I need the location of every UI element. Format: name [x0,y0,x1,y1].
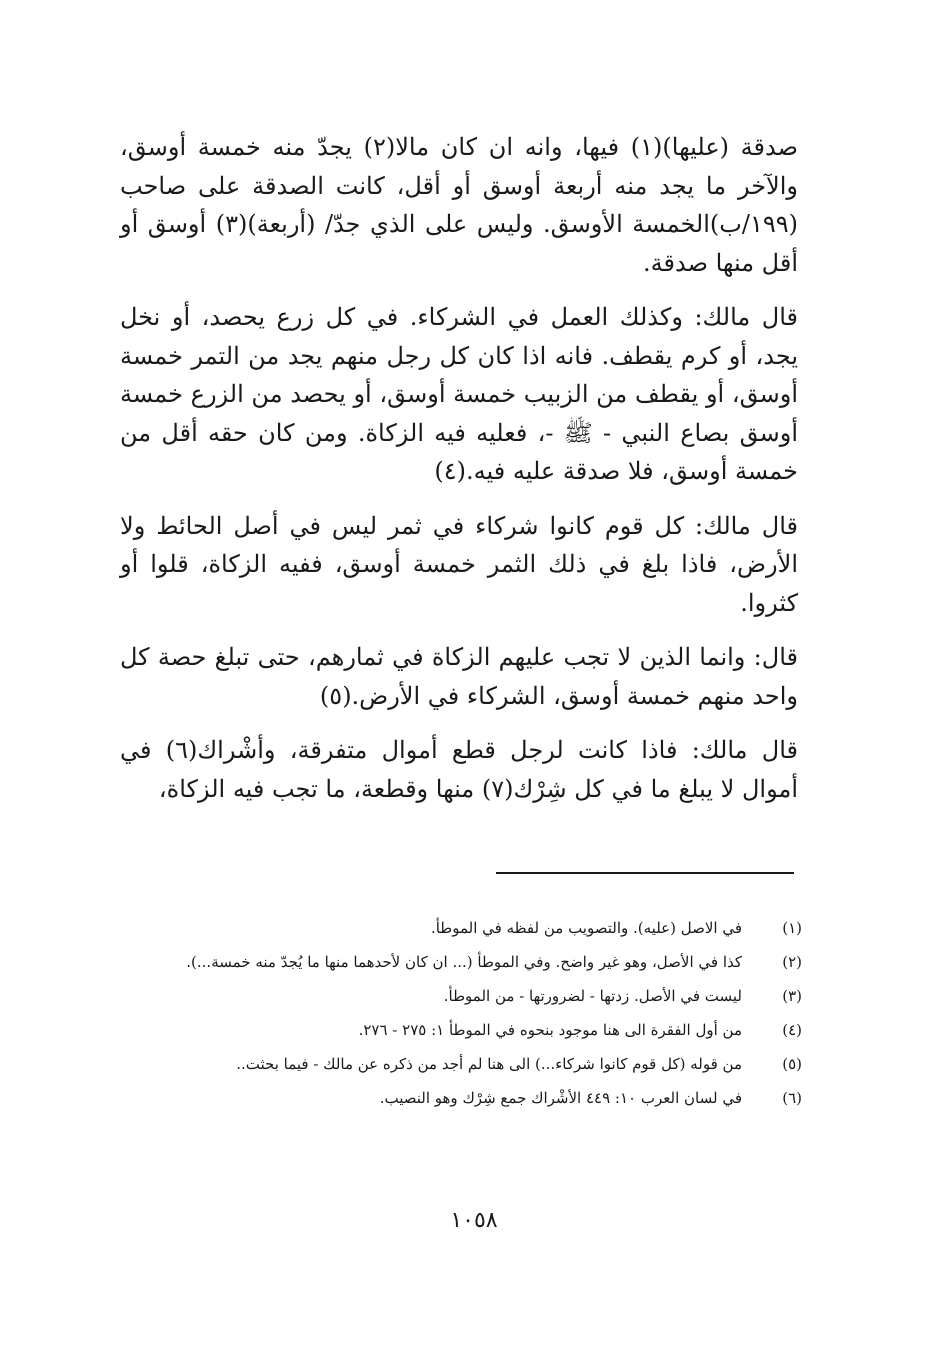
footnote-text: ليست في الأصل. زدتها - لضرورتها - من الموطأ. [443,987,742,1005]
paragraph: قال مالك: كل قوم كانوا شركاء في ثمر ليس في أصل الحائط ولا الأرض، فاذا بلغ في ذلك الثمر خمسة أوسق، ففيه الزكاة، قلوا أو كثروا. [120,511,798,617]
footnotes [120,916,802,1120]
footnote-number: (٤) [782,1021,802,1039]
footnote-text: في الاصل (عليه). والتصويب من لفظه في الموطأ. [430,919,742,937]
footnote-number: (٣) [782,987,802,1005]
footnote-number: (٦) [782,1089,802,1107]
footnote [120,916,802,941]
paragraph: قال مالك: وكذلك العمل في الشركاء. في كل زرع يحصد، أو نخل يجد، أو كرم يقطف. فانه اذا كان كل رجل منهم يجد من التمر خمسة أوسق، أو يقطف من الزبيب خمسة أوسق، أو يحصد من الزرع خمسة أوسق بصاع النبي - ﷺ -، فعليه فيه الزكاة. ومن كان حقه أقل من خمسة أوسق، فلا صدقة عليه فيه.(٤) [120,303,799,485]
footnote-separator [496,872,794,874]
footnote-number: (٥) [782,1055,802,1073]
page-number: ١٠٥٨ [450,1208,498,1233]
footnote [120,950,802,975]
footnote-number: (١) [782,919,802,937]
footnote [120,984,802,1009]
paragraph: قال مالك: فاذا كانت لرجل قطع أموال متفرقة، وأشْراك(٦) في أموال لا يبلغ ما في كل شِرْك(٧) منها وقطعة، ما تجب فيه الزكاة، [120,736,799,803]
paragraph: صدقة (عليها)(١) فيها، وانه ان كان مالا(٢) يجدّ منه خمسة أوسق، والآخر ما يجد منه أربعة أوسق أو أقل، كانت الصدقة على صاحب (١٩٩/ب)الخمسة الأوسق. وليس على الذي جدّ/ (أربعة)(٣) أوسق أو أقل منها صدقة. [120,133,799,277]
footnote [120,1052,802,1077]
footnote-text: كذا في الأصل، وهو غير واضح. وفي الموطأ (... ان كان لأحدهما منها ما يُجدّ منه خمسة...). [186,953,742,971]
footnote-text: من قوله (كل قوم كانوا شركاء...) الى هنا لم أجد من ذكره عن مالك - فيما بحثت.. [236,1055,742,1073]
footnote [120,1018,802,1043]
footnote-number: (٢) [782,953,802,971]
main-text [120,128,798,824]
footnote-text: من أول الفقرة الى هنا موجود بنحوه في الموطأ ١: ٢٧٥ - ٢٧٦. [358,1021,742,1039]
footnote [120,1086,802,1111]
paragraph: قال: وانما الذين لا تجب عليهم الزكاة في ثمارهم، حتى تبلغ حصة كل واحد منهم خمسة أوسق، الشركاء في الأرض.(٥) [120,643,798,710]
footnote-text: في لسان العرب ١٠: ٤٤٩ الأشْراك جمع شِرْك وهو النصيب. [379,1089,742,1107]
